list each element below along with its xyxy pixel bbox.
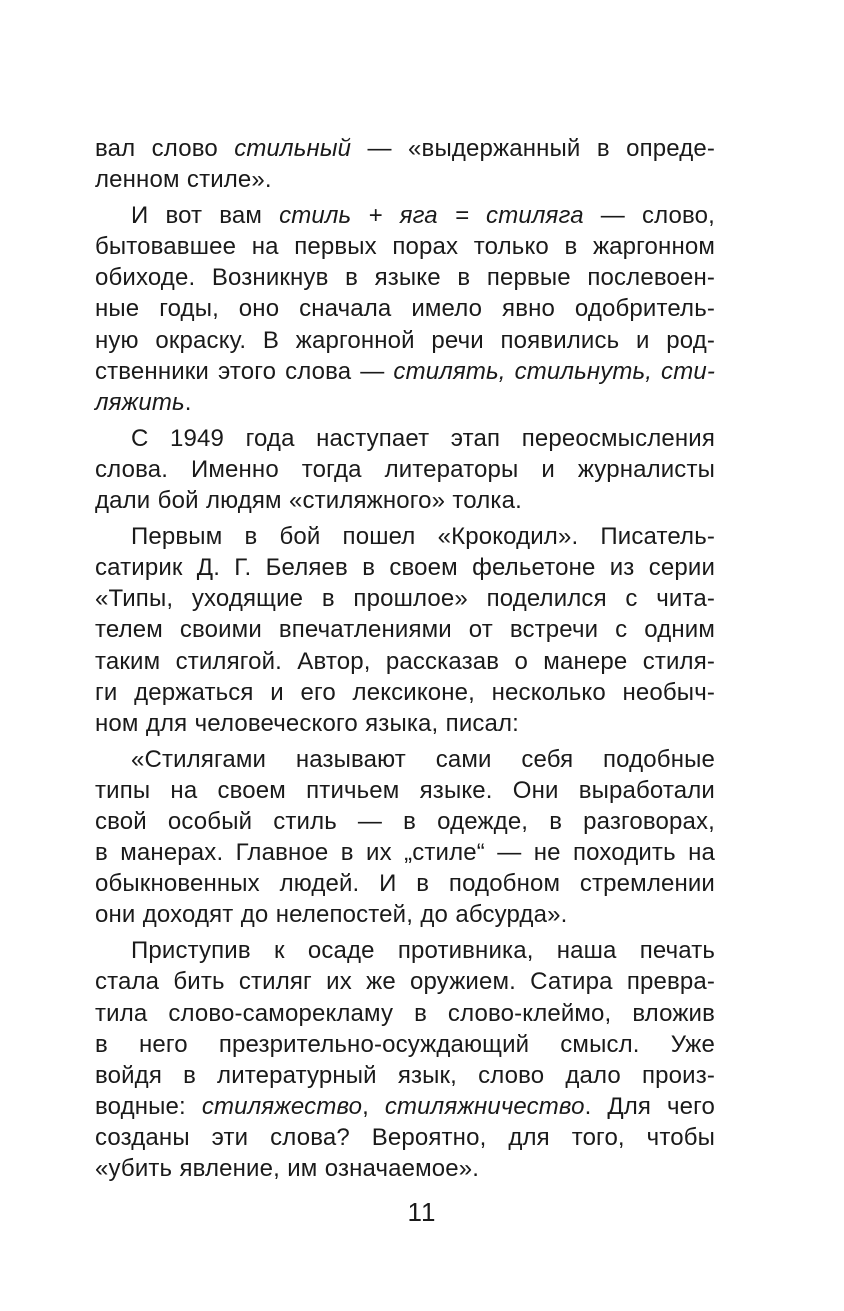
text-line: созданы эти слова? Вероятно, для того, чтобы (95, 1123, 715, 1151)
text-line: слова. Именно тогда литераторы и журналисты (95, 455, 715, 483)
text-line: «Типы, уходящие в прошлое» поделился с чита- (95, 585, 715, 613)
text-line: стала бить стиляг их же оружием. Сатира превра- (95, 968, 715, 996)
paragraph-2 (95, 200, 715, 418)
text-line: в манерах. Главное в их „стиле“ — не походить на (95, 839, 715, 867)
quote-paragraph (95, 744, 715, 931)
paragraph-4 (95, 521, 715, 739)
text-line: ную окраску. В жаргонной речи появились и род- (95, 326, 715, 354)
text-line: ные годы, оно сначала имело явно одобритель- (95, 295, 715, 323)
text-line: Первым в бой пошел «Крокодил». Писатель- (131, 523, 715, 551)
text-line: типы на своем птичьем языке. Они выработали (95, 776, 715, 804)
text-line: «Стилягами называют сами себя подобные (131, 745, 715, 773)
text-line: бытовавшее на первых порах только в жаргонном (95, 233, 715, 261)
text-line: тила слово-саморекламу в слово-клеймо, вложив (95, 999, 715, 1027)
text-line: войдя в литературный язык, слово дало произ- (95, 1061, 715, 1089)
text-line: телем своими впечатлениями от встречи с одним (95, 616, 715, 644)
paragraph-1 (95, 133, 715, 195)
text-line: ственники этого слова — стилять, стильнуть, сти- (95, 357, 715, 385)
text-line: ги держаться и его лексиконе, несколько необыч- (95, 678, 715, 706)
text-line: С 1949 года наступает этап переосмысления (131, 424, 715, 452)
text-line: в него презрительно-осуждающий смысл. Уже (95, 1030, 715, 1058)
text-line: Приступив к осаде противника, наша печать (131, 937, 715, 965)
text-line: ленном стиле». (95, 166, 272, 194)
text-line: «убить явление, им означаемое». (95, 1155, 480, 1182)
text-line: обиходе. Возникнув в языке в первые послевоен- (95, 264, 715, 292)
text-line: ляжить. (95, 388, 192, 416)
text-line: таким стилягой. Автор, рассказав о манере стиля- (95, 647, 715, 675)
paragraph-6 (95, 935, 715, 1184)
text-line: дали бой людям «стиляжного» толка. (95, 487, 522, 515)
text-line: они доходят до нелепостей, до абсурда». (95, 901, 568, 929)
page-number: 11 (407, 1197, 437, 1227)
text-line: свой особый стиль — в одежде, в разговорах, (95, 807, 715, 835)
text-line: обыкновенных людей. И в подобном стремлении (95, 870, 715, 898)
text-line: вал слово стильный — «выдержанный в опреде- (95, 135, 716, 162)
paragraph-3 (95, 423, 715, 516)
text-line: ном для человеческого языка, писал: (95, 709, 519, 737)
text-line: сатирик Д. Г. Беляев в своем фельетоне из серии (95, 554, 715, 582)
text-line: И вот вам стиль + яга = стиляга — слово, (131, 202, 715, 230)
text-line: водные: стиляжество, стиляжничество. Для чего (95, 1092, 716, 1120)
body-text (95, 133, 715, 1184)
